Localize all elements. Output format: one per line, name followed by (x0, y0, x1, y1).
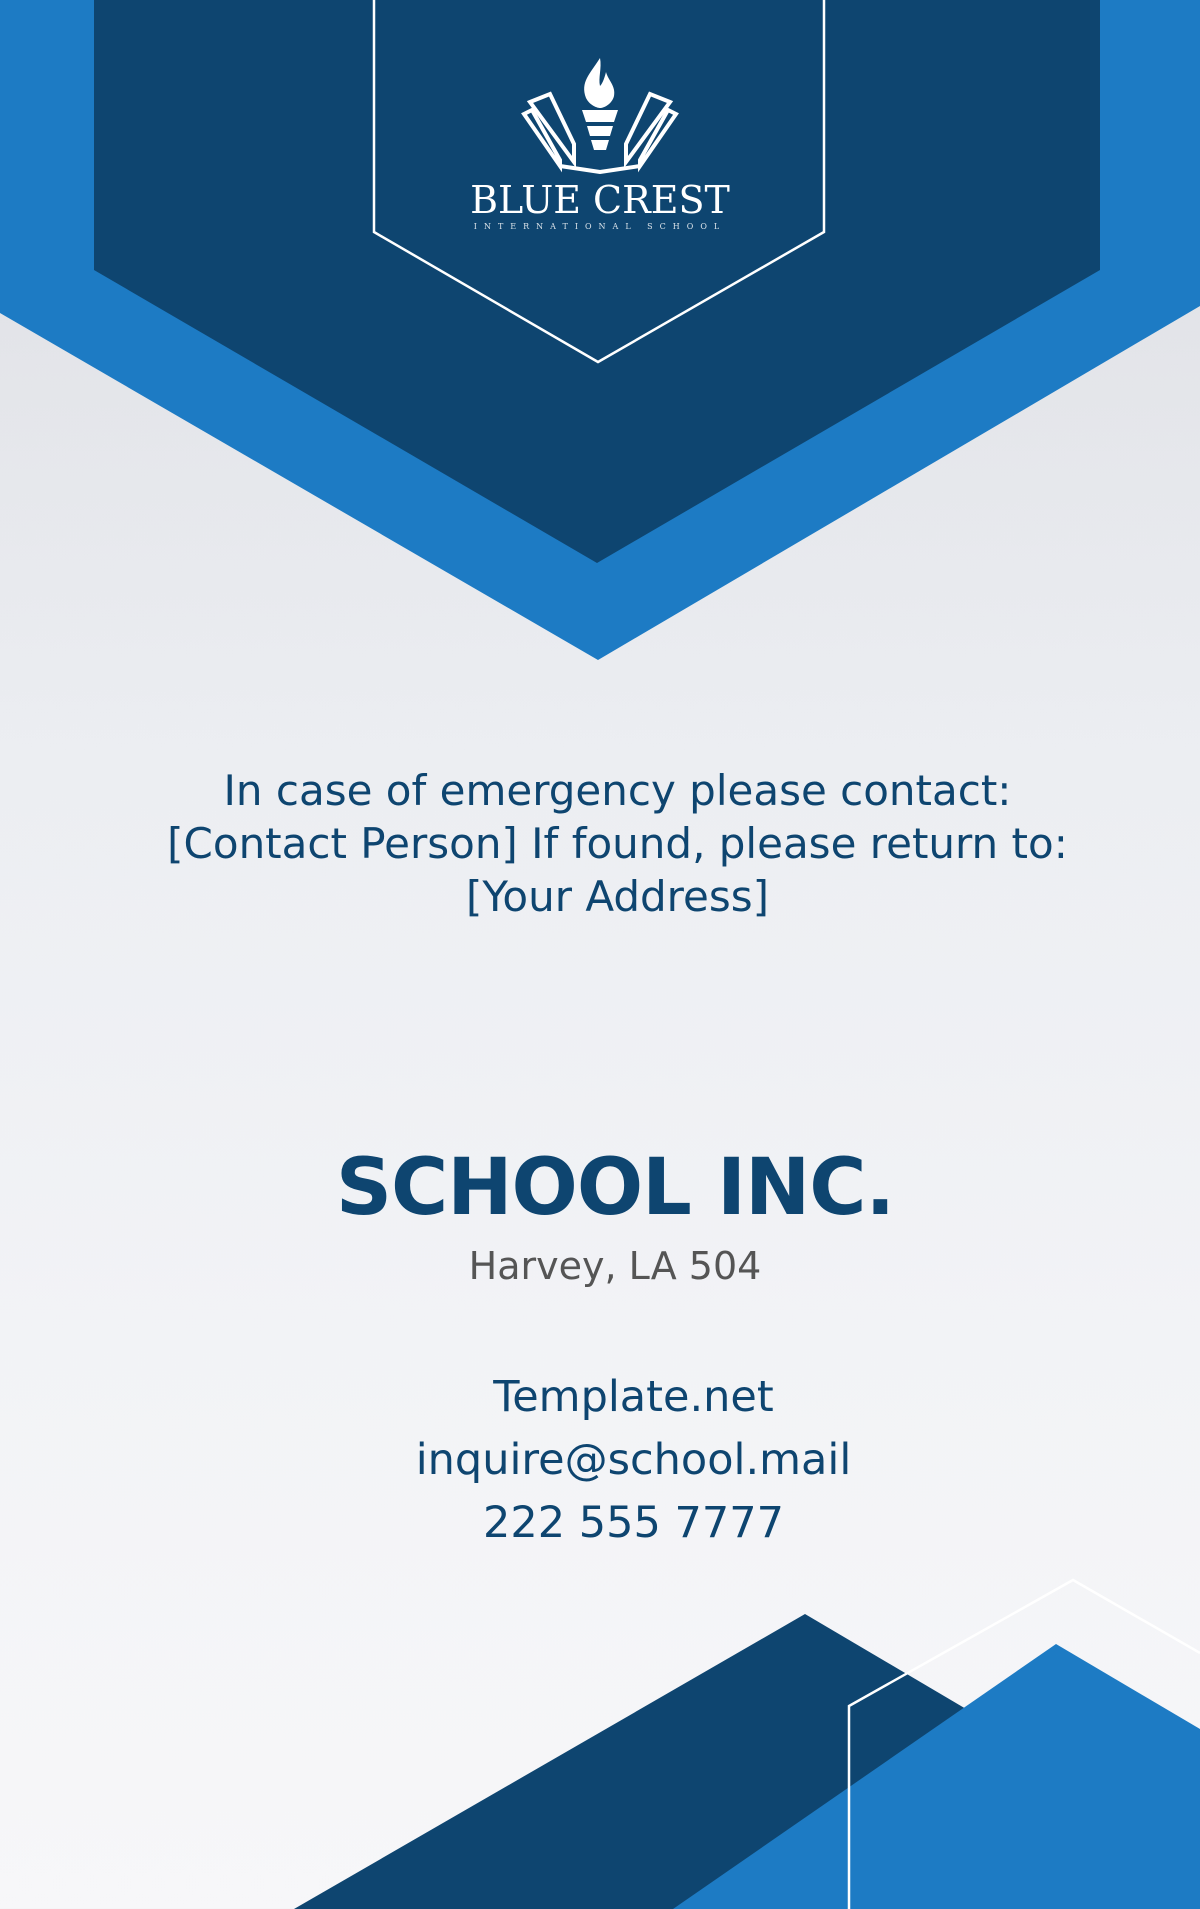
logo-subtitle: INTERNATIONAL SCHOOL (473, 222, 727, 231)
phone-text: 222 555 7777 (483, 1498, 784, 1548)
torch-book-icon (520, 52, 680, 174)
school-address: Harvey, LA 504 (468, 1244, 762, 1288)
email-text: inquire@school.mail (415, 1435, 852, 1485)
school-name: SCHOOL INC. (335, 1143, 895, 1233)
emergency-text: In case of emergency please contact: [Contact Person] If found, please return to: [Your Address] (167, 766, 1068, 921)
school-logo (470, 52, 730, 232)
contact-block (0, 1366, 1200, 1555)
logo-name: BLUE CREST (470, 178, 730, 222)
website-text: Template.net (493, 1372, 774, 1422)
